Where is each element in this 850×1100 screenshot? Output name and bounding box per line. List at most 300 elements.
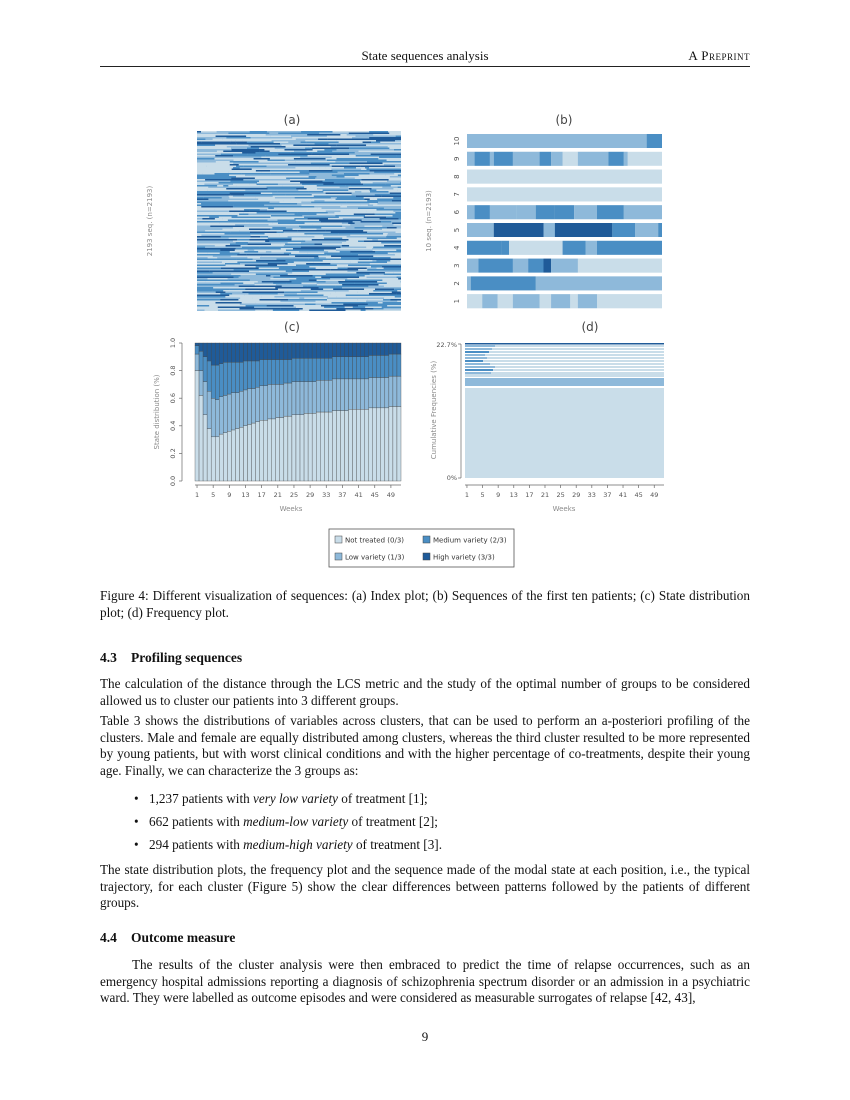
distribution-bar-21-state-3 bbox=[276, 343, 280, 360]
index-sequence-segment bbox=[317, 284, 342, 286]
index-sequence-segment bbox=[356, 196, 382, 198]
frequency-sequence-row bbox=[465, 372, 664, 374]
index-sequence-segment bbox=[378, 158, 389, 160]
index-sequence-segment bbox=[216, 161, 230, 163]
index-sequence-segment bbox=[243, 212, 257, 214]
distribution-bar-37-state-2 bbox=[340, 357, 344, 379]
d-x-tick-label: 29 bbox=[572, 491, 581, 499]
index-sequence-segment bbox=[237, 259, 253, 261]
index-sequence-segment bbox=[197, 187, 208, 189]
frequency-sequence-row bbox=[465, 351, 664, 353]
index-sequence-segment bbox=[292, 137, 324, 139]
index-sequence-segment bbox=[265, 241, 269, 243]
index-sequence-segment bbox=[202, 218, 215, 220]
legend-swatch bbox=[423, 536, 430, 543]
distribution-bar-23-state-3 bbox=[284, 343, 288, 360]
distribution-bar-27-state-3 bbox=[300, 343, 304, 358]
index-sequence-segment bbox=[197, 164, 230, 166]
index-sequence-segment bbox=[331, 232, 367, 234]
index-sequence-segment bbox=[353, 307, 365, 309]
d-x-axis-label: Weeks bbox=[552, 505, 576, 513]
d-top-percent-label: 22.7% bbox=[436, 341, 457, 349]
index-sequence-segment bbox=[280, 235, 306, 237]
index-sequence-segment bbox=[292, 269, 330, 271]
index-sequence-segment bbox=[379, 157, 401, 159]
legend-label: Medium variety (2/3) bbox=[433, 536, 507, 545]
index-sequence-segment bbox=[389, 158, 401, 160]
index-sequence-segment bbox=[326, 230, 363, 232]
index-sequence-segment bbox=[277, 232, 284, 234]
sequence-state-segment bbox=[563, 152, 578, 166]
sequence-state-segment bbox=[635, 223, 658, 237]
running-header-preprint: A Preprint bbox=[688, 48, 750, 63]
index-sequence-segment bbox=[197, 199, 208, 201]
index-sequence-segment bbox=[342, 242, 381, 244]
distribution-bar-28-state-0 bbox=[304, 413, 308, 481]
index-sequence-segment bbox=[275, 287, 319, 289]
distribution-bar-15-state-1 bbox=[252, 389, 256, 424]
index-sequence-segment bbox=[257, 184, 278, 186]
index-sequence-segment bbox=[393, 272, 401, 274]
distribution-bar-50-state-0 bbox=[393, 406, 397, 481]
index-sequence-segment bbox=[258, 262, 294, 264]
index-sequence-segment bbox=[370, 170, 401, 172]
distribution-bar-40-state-2 bbox=[353, 357, 357, 379]
index-sequence-segment bbox=[197, 302, 216, 304]
index-sequence-segment bbox=[361, 310, 366, 312]
index-sequence-segment bbox=[313, 262, 350, 264]
index-sequence-segment bbox=[238, 215, 272, 217]
distribution-bar-29-state-1 bbox=[308, 382, 312, 414]
sequence-state-segment bbox=[467, 152, 475, 166]
frequency-sequence-row bbox=[465, 369, 664, 371]
index-sequence-segment bbox=[268, 160, 285, 162]
index-sequence-segment bbox=[375, 214, 401, 216]
index-sequence-segment bbox=[208, 278, 228, 280]
sequence-state-segment bbox=[467, 294, 482, 308]
index-sequence-segment bbox=[359, 259, 370, 261]
index-sequence-segment bbox=[220, 250, 235, 252]
index-sequence-segment bbox=[239, 214, 248, 216]
index-sequence-segment bbox=[333, 131, 370, 133]
index-sequence-segment bbox=[225, 233, 265, 235]
index-sequence-segment bbox=[301, 205, 341, 207]
index-sequence-segment bbox=[308, 286, 336, 288]
distribution-bar-13-state-0 bbox=[243, 426, 247, 481]
index-sequence-segment bbox=[228, 221, 245, 223]
index-sequence-segment bbox=[306, 263, 330, 265]
index-sequence-segment bbox=[324, 250, 336, 252]
index-sequence-segment bbox=[336, 296, 346, 298]
c-x-tick-label: 25 bbox=[289, 491, 299, 499]
index-sequence-segment bbox=[253, 298, 277, 300]
index-sequence-segment bbox=[253, 248, 281, 250]
distribution-bar-23-state-2 bbox=[284, 360, 288, 383]
distribution-bar-16-state-1 bbox=[256, 387, 260, 422]
index-sequence-segment bbox=[348, 209, 376, 211]
distribution-bar-34-state-2 bbox=[328, 358, 332, 380]
index-sequence-segment bbox=[197, 295, 229, 297]
index-sequence-segment bbox=[366, 145, 401, 147]
index-sequence-segment bbox=[366, 302, 378, 304]
index-sequence-segment bbox=[262, 256, 295, 258]
c-y-tick-label: 1.0 bbox=[169, 337, 177, 349]
index-sequence-segment bbox=[245, 134, 266, 136]
index-sequence-segment bbox=[373, 197, 393, 199]
index-sequence-segment bbox=[197, 145, 215, 147]
index-sequence-segment bbox=[326, 158, 337, 160]
sequence-row-tick-label: 9 bbox=[453, 156, 461, 162]
index-sequence-segment bbox=[237, 254, 247, 256]
index-sequence-segment bbox=[201, 142, 231, 144]
index-sequence-segment bbox=[294, 158, 326, 160]
index-sequence-segment bbox=[307, 188, 317, 190]
distribution-bar-19-state-2 bbox=[268, 360, 272, 385]
index-sequence-segment bbox=[349, 188, 372, 190]
index-sequence-segment bbox=[209, 305, 246, 307]
distribution-bar-2-state-0 bbox=[199, 395, 203, 481]
sequence-plot bbox=[467, 134, 662, 308]
sequence-state-segment bbox=[612, 223, 635, 237]
index-sequence-segment bbox=[359, 277, 366, 279]
index-sequence-segment bbox=[396, 136, 401, 138]
index-sequence-segment bbox=[364, 241, 401, 243]
index-sequence-segment bbox=[387, 283, 401, 285]
index-sequence-segment bbox=[307, 151, 318, 153]
index-sequence-segment bbox=[307, 134, 340, 136]
index-sequence-segment bbox=[382, 266, 401, 268]
index-sequence-segment bbox=[324, 301, 361, 303]
index-sequence-segment bbox=[356, 275, 365, 277]
distribution-bar-34-state-1 bbox=[328, 380, 332, 412]
index-sequence-segment bbox=[341, 257, 377, 259]
index-sequence-segment bbox=[270, 158, 274, 160]
index-sequence-segment bbox=[338, 281, 377, 283]
distribution-bar-19-state-0 bbox=[268, 419, 272, 481]
index-sequence-segment bbox=[197, 233, 225, 235]
index-sequence-segment bbox=[369, 203, 377, 205]
index-sequence-segment bbox=[295, 161, 335, 163]
distribution-bar-29-state-3 bbox=[308, 343, 312, 358]
index-sequence-segment bbox=[245, 265, 277, 267]
index-sequence-segment bbox=[380, 296, 385, 298]
index-sequence-segment bbox=[274, 158, 294, 160]
section-number: 4.3 bbox=[100, 650, 117, 665]
index-sequence-segment bbox=[254, 158, 270, 160]
sequence-state-segment bbox=[658, 223, 662, 237]
distribution-bar-2-state-2 bbox=[199, 351, 203, 370]
distribution-bar-1-state-2 bbox=[195, 346, 199, 354]
distribution-bar-31-state-3 bbox=[316, 343, 320, 358]
index-sequence-segment bbox=[382, 196, 401, 198]
index-sequence-segment bbox=[373, 256, 401, 258]
legend-swatch bbox=[335, 536, 342, 543]
index-sequence-segment bbox=[382, 307, 401, 309]
index-sequence-segment bbox=[249, 271, 286, 273]
index-sequence-segment bbox=[396, 155, 401, 157]
index-sequence-segment bbox=[268, 208, 274, 210]
index-sequence-segment bbox=[233, 184, 250, 186]
distribution-bar-30-state-1 bbox=[312, 382, 316, 414]
index-sequence-segment bbox=[279, 268, 316, 270]
distribution-bar-1-state-0 bbox=[195, 371, 199, 481]
index-sequence-segment bbox=[243, 283, 247, 285]
index-sequence-segment bbox=[270, 170, 309, 172]
legend-label: High variety (3/3) bbox=[433, 553, 495, 562]
index-sequence-segment bbox=[223, 185, 228, 187]
index-sequence-segment bbox=[286, 146, 309, 148]
index-sequence-segment bbox=[376, 140, 395, 142]
index-sequence-segment bbox=[373, 308, 383, 310]
index-sequence-segment bbox=[316, 268, 338, 270]
index-sequence-segment bbox=[378, 208, 384, 210]
index-sequence-segment bbox=[251, 146, 286, 148]
distribution-bar-30-state-2 bbox=[312, 358, 316, 381]
index-sequence-segment bbox=[197, 224, 235, 226]
index-sequence-segment bbox=[208, 257, 218, 259]
index-sequence-segment bbox=[359, 151, 402, 153]
index-sequence-segment bbox=[386, 175, 398, 177]
index-sequence-segment bbox=[197, 202, 228, 204]
index-sequence-segment bbox=[219, 182, 258, 184]
distribution-bar-30-state-0 bbox=[312, 413, 316, 481]
index-sequence-segment bbox=[226, 245, 241, 247]
distribution-bar-17-state-2 bbox=[260, 360, 264, 386]
index-sequence-segment bbox=[197, 143, 236, 145]
index-sequence-segment bbox=[197, 287, 213, 289]
index-sequence-segment bbox=[197, 304, 240, 306]
distribution-bar-20-state-2 bbox=[272, 360, 276, 385]
index-sequence-segment bbox=[197, 214, 239, 216]
index-sequence-segment bbox=[393, 188, 401, 190]
distribution-bar-18-state-0 bbox=[264, 420, 268, 481]
index-sequence-segment bbox=[197, 197, 203, 199]
distribution-bar-26-state-0 bbox=[296, 415, 300, 481]
index-sequence-segment bbox=[251, 235, 280, 237]
index-sequence-segment bbox=[315, 277, 321, 279]
distribution-bar-29-state-2 bbox=[308, 358, 312, 381]
index-sequence-segment bbox=[197, 193, 230, 195]
index-sequence-segment bbox=[347, 202, 378, 204]
distribution-bar-15-state-0 bbox=[252, 423, 256, 481]
index-sequence-segment bbox=[328, 139, 367, 141]
index-sequence-segment bbox=[336, 199, 365, 201]
index-sequence-segment bbox=[240, 230, 283, 232]
index-sequence-segment bbox=[197, 265, 226, 267]
c-x-tick-label: 29 bbox=[305, 491, 315, 499]
index-sequence-segment bbox=[197, 134, 235, 136]
legend-label: Not treated (0/3) bbox=[345, 536, 405, 545]
index-sequence-segment bbox=[213, 260, 256, 262]
index-sequence-segment bbox=[197, 175, 229, 177]
index-sequence-segment bbox=[324, 149, 336, 151]
index-sequence-segment bbox=[231, 232, 250, 234]
distribution-bar-45-state-0 bbox=[373, 408, 377, 481]
index-sequence-segment bbox=[390, 193, 401, 195]
distribution-bar-48-state-1 bbox=[385, 378, 389, 408]
index-sequence-segment bbox=[340, 251, 350, 253]
index-sequence-segment bbox=[228, 220, 268, 222]
index-sequence-segment bbox=[300, 182, 334, 184]
index-sequence-segment bbox=[316, 259, 359, 261]
sequence-state-segment bbox=[555, 205, 574, 219]
index-sequence-segment bbox=[304, 217, 335, 219]
index-sequence-segment bbox=[269, 224, 313, 226]
index-sequence-segment bbox=[349, 245, 384, 247]
index-sequence-segment bbox=[389, 179, 401, 181]
index-sequence-segment bbox=[248, 244, 271, 246]
index-sequence-segment bbox=[197, 191, 238, 193]
index-sequence-segment bbox=[346, 296, 380, 298]
distribution-bar-24-state-3 bbox=[288, 343, 292, 360]
frequency-plot bbox=[465, 343, 664, 478]
index-sequence-segment bbox=[278, 154, 311, 156]
index-sequence-segment bbox=[314, 257, 319, 259]
index-sequence-segment bbox=[247, 148, 259, 150]
index-sequence-segment bbox=[283, 230, 297, 232]
index-sequence-segment bbox=[286, 260, 323, 262]
bullet-item: • 1,237 patients with very low variety of treatment [1]; bbox=[134, 791, 428, 806]
index-sequence-segment bbox=[233, 206, 273, 208]
index-sequence-segment bbox=[305, 304, 316, 306]
sequence-state-segment bbox=[517, 205, 536, 219]
index-sequence-segment bbox=[235, 212, 244, 214]
distribution-bar-16-state-3 bbox=[256, 343, 260, 361]
index-sequence-segment bbox=[286, 176, 309, 178]
index-sequence-segment bbox=[226, 137, 250, 139]
index-sequence-segment bbox=[197, 280, 228, 282]
index-sequence-segment bbox=[297, 293, 315, 295]
index-sequence-segment bbox=[277, 191, 308, 193]
index-sequence-segment bbox=[385, 296, 395, 298]
sequence-state-segment bbox=[498, 294, 513, 308]
index-sequence-segment bbox=[388, 253, 393, 255]
frequency-sequence-row bbox=[465, 357, 664, 359]
index-sequence-segment bbox=[323, 191, 346, 193]
index-sequence-segment bbox=[236, 176, 256, 178]
index-sequence-segment bbox=[222, 262, 238, 264]
index-sequence-segment bbox=[249, 229, 270, 231]
index-sequence-segment bbox=[197, 179, 205, 181]
index-sequence-segment bbox=[197, 172, 229, 174]
index-sequence-segment bbox=[344, 167, 356, 169]
index-sequence-segment bbox=[318, 250, 324, 252]
index-sequence-segment bbox=[387, 262, 401, 264]
index-sequence-segment bbox=[378, 239, 401, 241]
distribution-bar-25-state-1 bbox=[292, 382, 296, 415]
distribution-bar-2-state-1 bbox=[199, 371, 203, 396]
index-sequence-segment bbox=[303, 308, 337, 310]
c-y-tick-label: 0.4 bbox=[169, 420, 177, 431]
distribution-bar-7-state-0 bbox=[219, 434, 223, 481]
distribution-bar-13-state-3 bbox=[243, 343, 247, 361]
index-sequence-segment bbox=[271, 244, 280, 246]
distribution-bar-4-state-1 bbox=[207, 391, 211, 428]
index-sequence-segment bbox=[331, 269, 359, 271]
index-sequence-segment bbox=[371, 154, 401, 156]
distribution-bar-46-state-0 bbox=[377, 408, 381, 481]
index-sequence-segment bbox=[197, 205, 233, 207]
index-sequence-segment bbox=[396, 293, 401, 295]
index-sequence-segment bbox=[348, 190, 369, 192]
index-sequence-segment bbox=[284, 292, 318, 294]
index-sequence-segment bbox=[337, 265, 348, 267]
distribution-bar-51-state-3 bbox=[397, 343, 401, 354]
distribution-bar-43-state-3 bbox=[365, 343, 369, 357]
index-sequence-segment bbox=[197, 284, 235, 286]
index-sequence-segment bbox=[360, 181, 387, 183]
distribution-bar-15-state-2 bbox=[252, 361, 256, 389]
index-sequence-segment bbox=[287, 211, 326, 213]
distribution-bar-47-state-0 bbox=[381, 408, 385, 481]
distribution-bar-33-state-0 bbox=[324, 412, 328, 481]
index-sequence-segment bbox=[316, 301, 325, 303]
index-sequence-segment bbox=[333, 289, 364, 291]
index-sequence-segment bbox=[377, 199, 401, 201]
sequence-state-segment bbox=[467, 259, 479, 273]
index-sequence-segment bbox=[336, 292, 357, 294]
index-sequence-segment bbox=[364, 197, 373, 199]
section-heading-4-4 bbox=[100, 930, 235, 946]
index-sequence-segment bbox=[237, 197, 256, 199]
index-sequence-segment bbox=[294, 305, 321, 307]
index-sequence-segment bbox=[250, 236, 260, 238]
index-sequence-segment bbox=[259, 268, 279, 270]
index-sequence-segment bbox=[197, 140, 231, 142]
distribution-bar-44-state-2 bbox=[369, 355, 373, 377]
distribution-bar-8-state-2 bbox=[223, 362, 227, 395]
index-sequence-segment bbox=[341, 211, 367, 213]
index-sequence-segment bbox=[396, 250, 401, 252]
index-sequence-segment bbox=[213, 287, 248, 289]
index-sequence-segment bbox=[346, 241, 358, 243]
sequence-plot-y-label: 10 seq. (n=2193) bbox=[425, 190, 433, 252]
sequence-state-segment bbox=[471, 276, 536, 290]
index-sequence-segment bbox=[358, 269, 367, 271]
index-sequence-segment bbox=[217, 185, 223, 187]
index-sequence-segment bbox=[370, 190, 377, 192]
index-sequence-segment bbox=[230, 161, 259, 163]
index-sequence-segment bbox=[314, 236, 346, 238]
index-sequence-segment bbox=[272, 206, 314, 208]
index-sequence-segment bbox=[197, 208, 230, 210]
distribution-bar-13-state-1 bbox=[243, 390, 247, 426]
distribution-bar-46-state-2 bbox=[377, 355, 381, 377]
sequence-state-segment bbox=[563, 241, 586, 255]
index-sequence-segment bbox=[400, 182, 401, 184]
index-sequence-segment bbox=[325, 200, 368, 202]
index-sequence-segment bbox=[383, 302, 401, 304]
distribution-bar-22-state-1 bbox=[280, 384, 284, 417]
index-sequence-segment bbox=[236, 248, 253, 250]
index-sequence-segment bbox=[377, 209, 402, 211]
index-sequence-segment bbox=[393, 197, 401, 199]
distribution-bar-17-state-3 bbox=[260, 343, 264, 360]
index-sequence-segment bbox=[236, 166, 244, 168]
index-sequence-segment bbox=[398, 187, 401, 189]
index-sequence-segment bbox=[197, 220, 228, 222]
index-sequence-segment bbox=[197, 305, 209, 307]
index-sequence-segment bbox=[347, 214, 354, 216]
index-sequence-segment bbox=[350, 235, 387, 237]
sequence-state-segment bbox=[624, 152, 628, 166]
distribution-bar-26-state-1 bbox=[296, 382, 300, 415]
index-sequence-segment bbox=[369, 293, 396, 295]
distribution-bar-11-state-1 bbox=[235, 393, 239, 429]
distribution-bar-21-state-0 bbox=[276, 418, 280, 481]
index-sequence-segment bbox=[218, 152, 222, 154]
index-sequence-segment bbox=[249, 293, 278, 295]
